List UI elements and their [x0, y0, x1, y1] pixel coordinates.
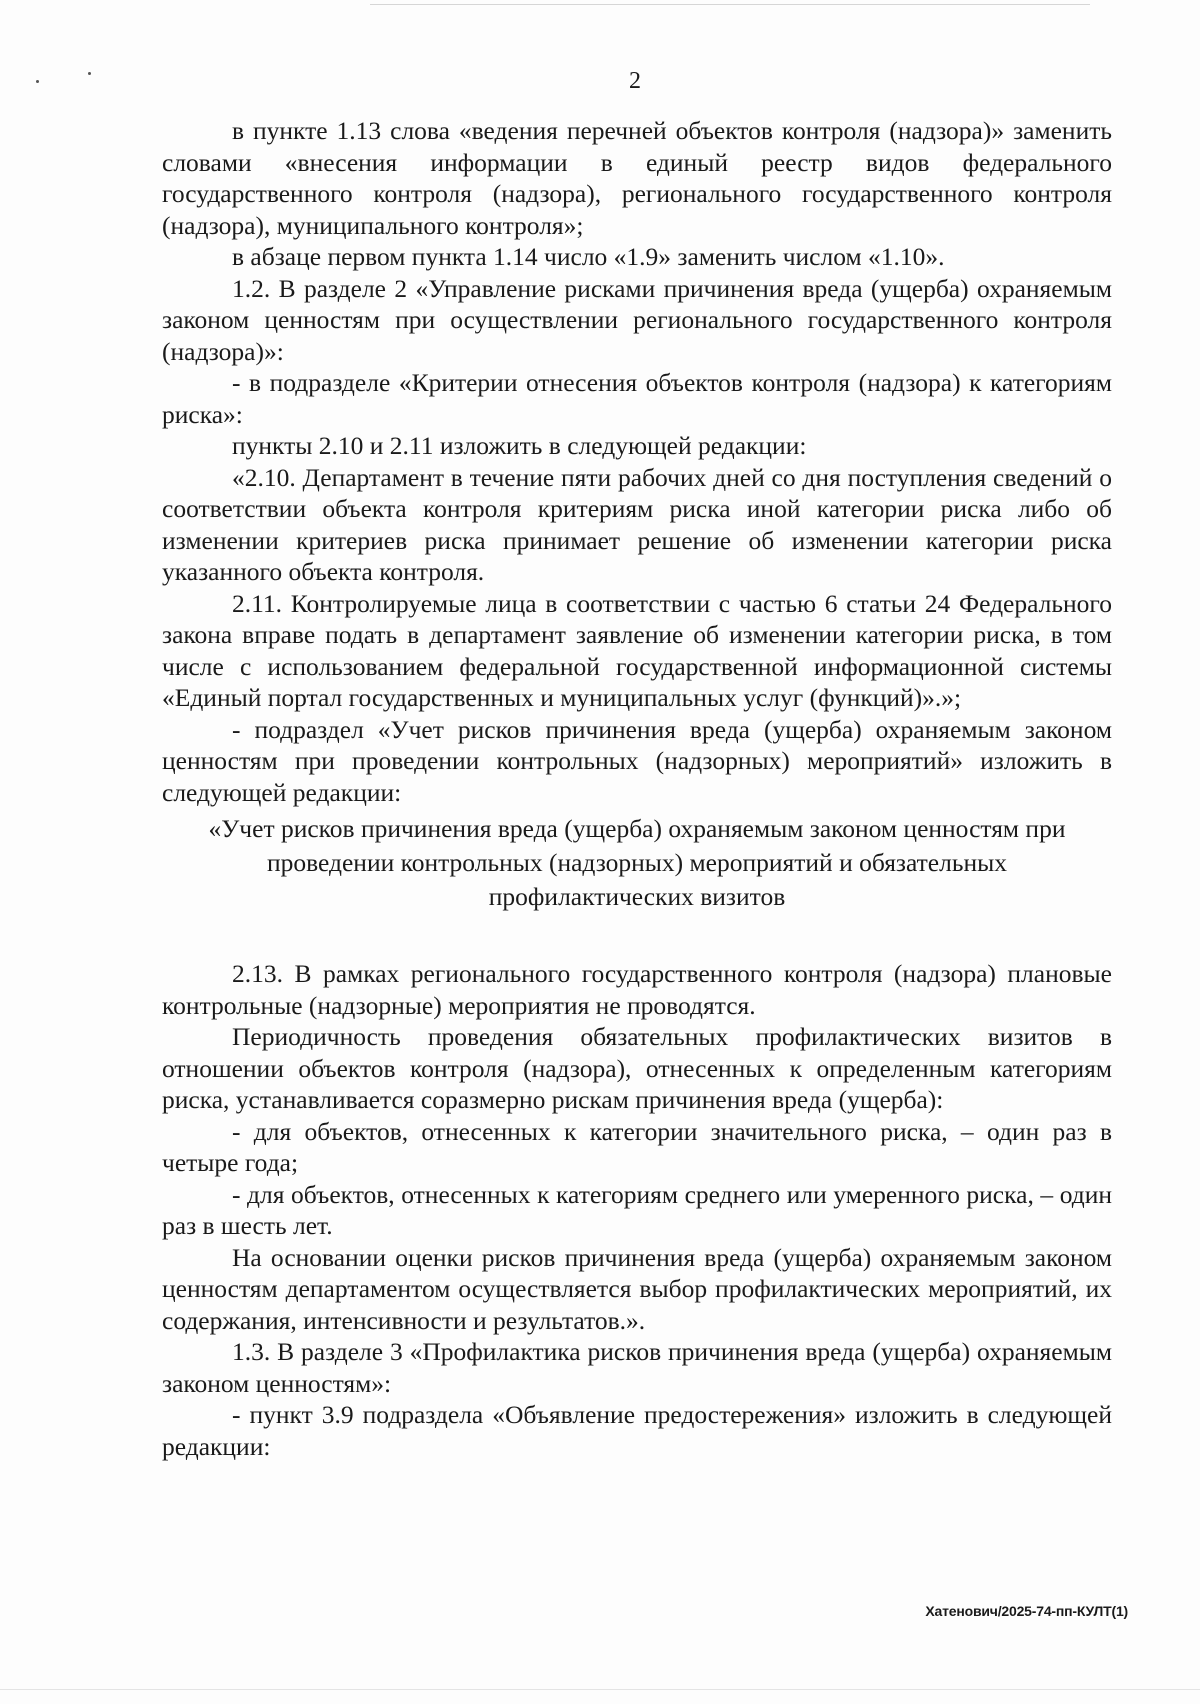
- paragraph: 1.3. В разделе 3 «Профилактика рисков причинения вреда (ущерба) охраняемым законом ценностям»:: [162, 1337, 1112, 1398]
- page-number: 2: [629, 68, 641, 94]
- paragraph: пункты 2.10 и 2.11 изложить в следующей редакции:: [232, 431, 807, 460]
- document-body: [162, 115, 1112, 1462]
- paragraph: 2.13. В рамках регионального государственного контроля (надзора) плановые контрольные (надзорные) мероприятия не проводятся.: [162, 959, 1112, 1020]
- paragraph: На основании оценки рисков причинения вреда (ущерба) охраняемым законом ценностям департаментом осуществляется выбор профилактических мероприятий, их содержания, интенсивности и результатов.».: [162, 1242, 1112, 1335]
- paragraph: 2.11. Контролируемые лица в соответствии с частью 6 статьи 24 Федерального закона вправе подать в департамент заявление об изменении категории риска, в том числе с использованием федеральной государственной информационной системы «Единый портал государственных и муниципальных услуг (функций)».»;: [162, 588, 1112, 712]
- paragraph: «2.10. Департамент в течение пяти рабочих дней со дня поступления сведений о соответствии объекта контроля критериям риска иной категории риска либо об изменении критериев риска принимает решение об изменении категории риска указанного объекта контроля.: [162, 462, 1112, 586]
- paragraph: в пункте 1.13 слова «ведения перечней объектов контроля (надзора)» заменить словами «внесения информации в единый реестр видов федерального государственного контроля (надзора), регионального государственного контроля (надзора), муниципального контроля»;: [162, 116, 1112, 240]
- paragraph: - в подразделе «Критерии отнесения объектов контроля (надзора) к категориям риска»:: [162, 368, 1112, 429]
- paragraph: Периодичность проведения обязательных профилактических визитов в отношении объектов контроля (надзора), отнесенных к определенным категориям риска, устанавливается соразмерно рискам причинения вреда (ущерба):: [162, 1022, 1112, 1114]
- paragraph: - для объектов, отнесенных к категориям среднего или умеренного риска, – один раз в шесть лет.: [162, 1179, 1112, 1240]
- scan-edge-line: [0, 1689, 1200, 1690]
- paragraph: - для объектов, отнесенных к категории значительного риска, – один раз в четыре года;: [162, 1116, 1112, 1177]
- scan-edge-line: [370, 4, 1090, 5]
- blank-space: [162, 914, 1112, 958]
- paragraph: в абзаце первом пункта 1.14 число «1.9» заменить числом «1.10».: [232, 242, 945, 271]
- paragraph: 1.2. В разделе 2 «Управление рисками причинения вреда (ущерба) охраняемым законом ценностям при осуществлении регионального государственного контроля (надзора)»:: [162, 273, 1112, 366]
- paragraph: - пункт 3.9 подраздела «Объявление предостережения» изложить в следующей редакции:: [162, 1400, 1112, 1461]
- document-registration-code: Хатенович/2025-74-пп-КУЛТ(1): [925, 1603, 1128, 1619]
- subsection-heading: «Учет рисков причинения вреда (ущерба) охраняемым законом ценностям при проведении контрольных (надзорных) мероприятий и обязательных профилактических визитов: [208, 814, 1066, 911]
- paragraph: - подраздел «Учет рисков причинения вреда (ущерба) охраняемым законом ценностям при проведении контрольных (надзорных) мероприятий» изложить в следующей редакции:: [162, 714, 1112, 807]
